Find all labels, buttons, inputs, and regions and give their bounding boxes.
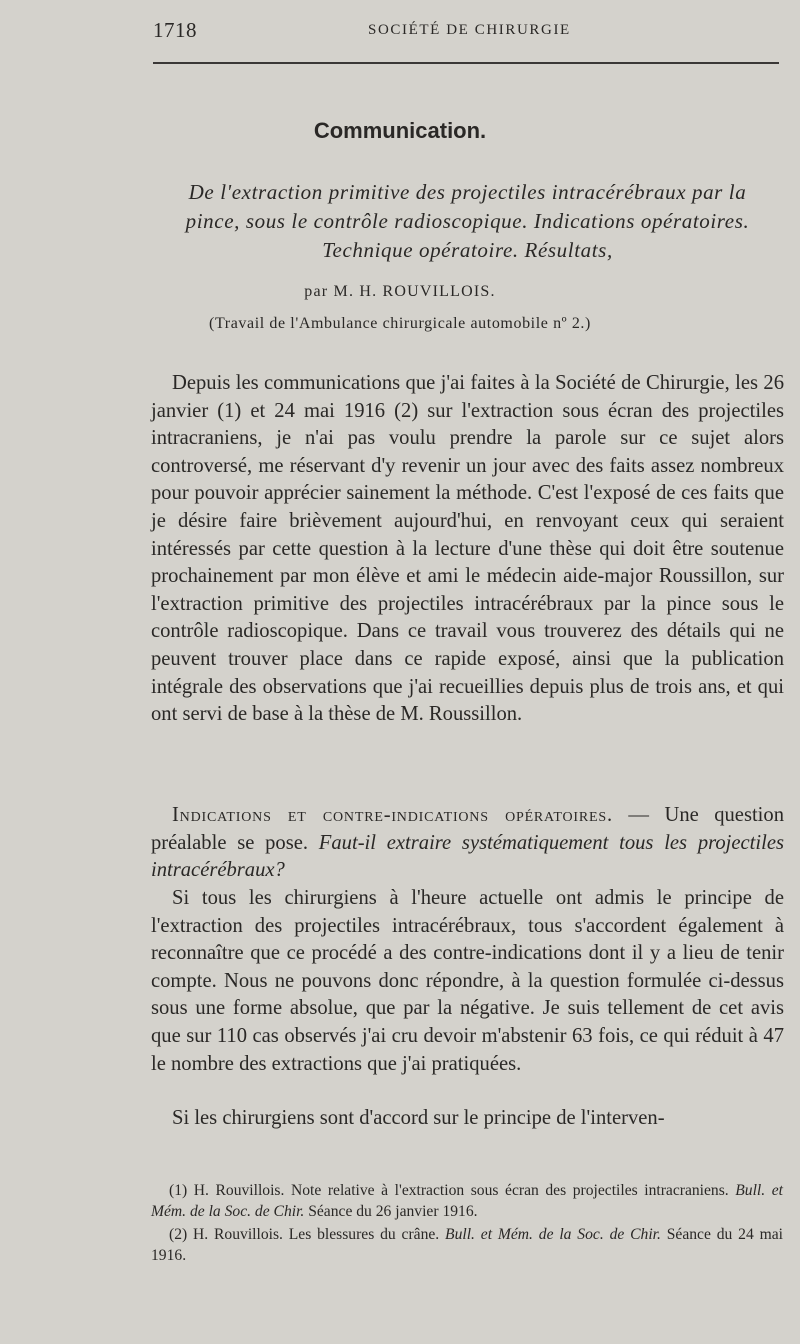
- footnote-1: [151, 1181, 783, 1222]
- footnote-2-text: (2) H. Rouvillois. Les blessures du crâne.: [169, 1226, 446, 1243]
- footnote-1-journal: Bull. et Mém. de la Soc. de Chir.: [151, 1182, 783, 1220]
- indications-question: Faut-il extraire systématiquement tous les projectiles intracérébraux?: [151, 831, 784, 882]
- article-title: De l'extraction primitive des projectiles intracérébraux par la pince, sous le contrôle radioscopique. Indications opératoires. Technique opératoire. Résultats,: [185, 180, 750, 262]
- paragraph-third: Si les chirurgiens sont d'accord sur le principe de l'interven-: [172, 1107, 665, 1129]
- paragraph-indications: [151, 802, 784, 885]
- affiliation: (Travail de l'Ambulance chirurgicale automobile nº 2.): [209, 315, 591, 332]
- footnote-2-date: Séance du 24 mai 1916.: [151, 1226, 783, 1264]
- paragraph-second: Si tous les chirurgiens à l'heure actuelle ont admis le principe de l'extraction des projectiles intracérébraux, tous s'accordent également à reconnaître que ce procédé a des contre-indications dont il y a lieu de tenir compte. Nous ne pouvons donc répondre, à la question formulée ci-dessus sous une forme absolue, que par la négative. Je suis tellement de cet avis que sur 110 cas observés j'ai cru devoir m'abstenir 63 fois, ce qui réduit à 47 le nombre des extractions que j'ai pratiquées.: [151, 887, 784, 1075]
- page-number: 1718: [153, 18, 197, 42]
- footnote-1-text: (1) H. Rouvillois. Note relative à l'extraction sous écran des projectiles intracraniens.: [169, 1182, 736, 1199]
- footnote-2: [151, 1225, 783, 1266]
- page-header: [153, 18, 780, 46]
- paragraph-intro: Depuis les communications que j'ai faites à la Société de Chirurgie, les 26 janvier (1) et 24 mai 1916 (2) sur l'extraction sous écran des projectiles intracraniens, je n'ai pas voulu prendre la parole sur ce sujet alors controversé, me réservant d'y revenir un jour avec des faits assez nombreux pour pouvoir apprécier sainement la méthode. C'est l'exposé de ces faits que je désire faire brièvement aujourd'hui, en renvoyant ceux qui seraient intéressés par cette question à la lecture d'une thèse qui doit être soutenue prochainement par mon élève et ami le médecin aide-major Roussillon, sur l'extraction primitive des projectiles intracérébraux par la pince sous le contrôle radioscopique. Dans ce travail vous trouverez des détails qui ne peuvent trouver place dans ce rapide exposé, ainsi que la publication intégrale des observations que j'ai recueillies depuis plus de trois ans, et qui ont servi de base à la thèse de M. Roussillon.: [151, 372, 784, 726]
- section-heading-indications: Indications et contre-indications opératoires.: [172, 804, 613, 826]
- header-rule: [153, 62, 779, 64]
- section-label: Communication.: [313, 118, 487, 143]
- footnote-1-date: Séance du 26 janvier 1916.: [304, 1202, 478, 1220]
- running-head: SOCIÉTÉ DE CHIRURGIE: [368, 22, 571, 38]
- footnote-2-journal: Bull. et Mém. de la Soc. de Chir.: [445, 1226, 661, 1243]
- indications-lead: — Une question préalable se pose.: [151, 804, 785, 854]
- author-line: par M. H. ROUVILLOIS.: [304, 283, 496, 300]
